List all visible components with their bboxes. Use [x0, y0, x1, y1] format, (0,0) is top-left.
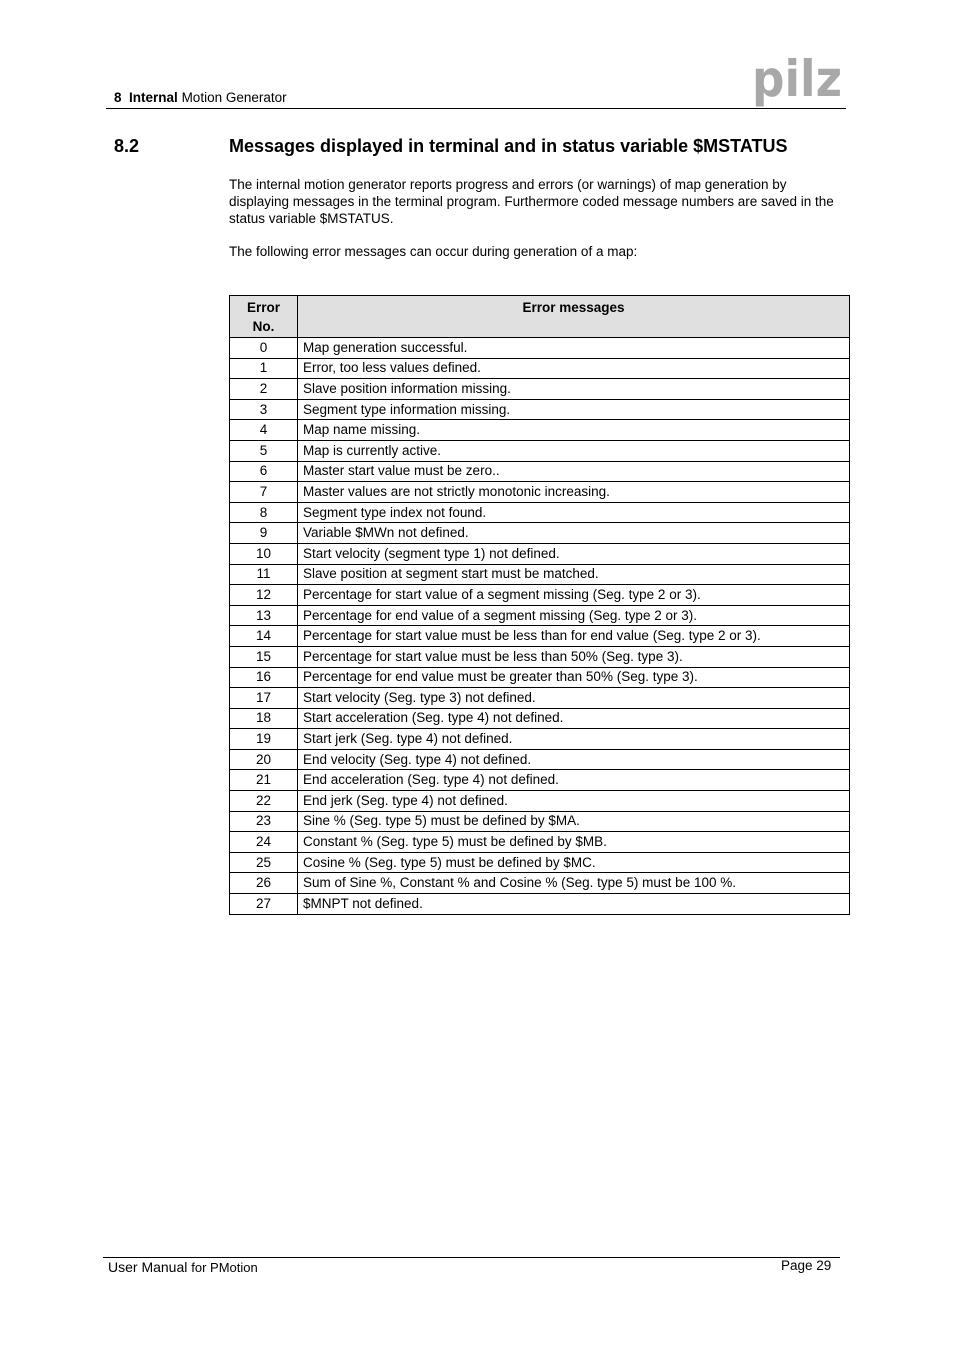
- error-number-cell: 14: [230, 626, 298, 647]
- error-number-cell: 27: [230, 894, 298, 915]
- error-message-cell: Start acceleration (Seg. type 4) not defined.: [298, 708, 850, 729]
- error-number-cell: 0: [230, 338, 298, 359]
- logo-wordmark: pilz: [752, 58, 842, 108]
- table-row: [230, 502, 850, 523]
- error-number-cell: 16: [230, 667, 298, 688]
- error-number-cell: 11: [230, 564, 298, 585]
- table-row: [230, 749, 850, 770]
- table-row: [230, 894, 850, 915]
- error-number-cell: 15: [230, 646, 298, 667]
- header-error-messages: Error messages: [298, 296, 850, 338]
- error-number-cell: 7: [230, 482, 298, 503]
- error-number-cell: 26: [230, 873, 298, 894]
- error-message-cell: Map generation successful.: [298, 338, 850, 359]
- error-message-cell: Master start value must be zero..: [298, 461, 850, 482]
- error-message-cell: End velocity (Seg. type 4) not defined.: [298, 749, 850, 770]
- table-row: [230, 729, 850, 750]
- error-message-cell: Segment type index not found.: [298, 502, 850, 523]
- pilz-logo: [752, 58, 846, 108]
- table-row: [230, 482, 850, 503]
- error-number-cell: 6: [230, 461, 298, 482]
- error-number-cell: 25: [230, 852, 298, 873]
- error-message-cell: Variable $MWn not defined.: [298, 523, 850, 544]
- error-message-cell: Sine % (Seg. type 5) must be defined by $MA.: [298, 811, 850, 832]
- table-row: [230, 440, 850, 461]
- table-row: [230, 667, 850, 688]
- error-number-cell: 3: [230, 399, 298, 420]
- manual-suffix: for PMotion: [191, 1260, 258, 1275]
- error-number-cell: 1: [230, 358, 298, 379]
- error-message-cell: Map is currently active.: [298, 440, 850, 461]
- chapter-title-rest: Motion Generator: [181, 90, 287, 105]
- table-row: [230, 832, 850, 853]
- table-row: [230, 399, 850, 420]
- table-row: [230, 564, 850, 585]
- header-error-no: [230, 296, 298, 338]
- error-message-cell: Percentage for start value of a segment missing (Seg. type 2 or 3).: [298, 585, 850, 606]
- error-message-cell: Cosine % (Seg. type 5) must be defined by $MC.: [298, 852, 850, 873]
- error-number-cell: 23: [230, 811, 298, 832]
- error-number-cell: 9: [230, 523, 298, 544]
- table-row: [230, 338, 850, 359]
- lead-paragraph: The following error messages can occur during generation of a map:: [229, 244, 638, 259]
- table-row: [230, 811, 850, 832]
- error-messages-table: [229, 295, 850, 915]
- error-message-cell: Slave position information missing.: [298, 379, 850, 400]
- table-row: [230, 379, 850, 400]
- error-number-cell: 10: [230, 543, 298, 564]
- header-error-no-label: Error No.: [246, 300, 280, 334]
- table-row: [230, 626, 850, 647]
- section-number: 8.2: [114, 136, 140, 156]
- table-row: [230, 543, 850, 564]
- error-message-cell: Map name missing.: [298, 420, 850, 441]
- error-number-cell: 8: [230, 502, 298, 523]
- error-number-cell: 17: [230, 688, 298, 709]
- error-number-cell: 12: [230, 585, 298, 606]
- error-number-cell: 19: [230, 729, 298, 750]
- table-row: [230, 605, 850, 626]
- error-number-cell: 5: [230, 440, 298, 461]
- table-row: [230, 420, 850, 441]
- intro-paragraph: The internal motion generator reports progress and errors (or warnings) of map generation by displaying messages in the terminal program. Furthermore coded message numbers are saved in the status variable $MSTATUS.: [229, 177, 834, 226]
- chapter-title-bold: Internal: [129, 90, 178, 105]
- error-message-cell: Constant % (Seg. type 5) must be defined by $MB.: [298, 832, 850, 853]
- error-message-cell: Error, too less values defined.: [298, 358, 850, 379]
- footer-manual-title: [108, 1259, 258, 1276]
- error-message-cell: Start jerk (Seg. type 4) not defined.: [298, 729, 850, 750]
- error-number-cell: 18: [230, 708, 298, 729]
- error-message-cell: End acceleration (Seg. type 4) not defined.: [298, 770, 850, 791]
- table-row: [230, 461, 850, 482]
- table-header-row: [230, 296, 850, 338]
- header-divider: [106, 108, 846, 109]
- error-message-cell: $MNPT not defined.: [298, 894, 850, 915]
- error-message-cell: End jerk (Seg. type 4) not defined.: [298, 791, 850, 812]
- error-number-cell: 24: [230, 832, 298, 853]
- error-message-cell: Sum of Sine %, Constant % and Cosine % (Seg. type 5) must be 100 %.: [298, 873, 850, 894]
- error-message-cell: Start velocity (segment type 1) not defined.: [298, 543, 850, 564]
- error-number-cell: 20: [230, 749, 298, 770]
- error-number-cell: 21: [230, 770, 298, 791]
- error-message-cell: Start velocity (Seg. type 3) not defined.: [298, 688, 850, 709]
- table-row: [230, 852, 850, 873]
- running-header: [114, 90, 287, 106]
- error-number-cell: 13: [230, 605, 298, 626]
- table-row: [230, 791, 850, 812]
- section-title: Messages displayed in terminal and in status variable $MSTATUS: [229, 136, 788, 156]
- table-row: [230, 688, 850, 709]
- error-number-cell: 4: [230, 420, 298, 441]
- table-row: [230, 708, 850, 729]
- footer-divider: [103, 1257, 840, 1258]
- table-body: [230, 338, 850, 915]
- table-row: [230, 873, 850, 894]
- error-message-cell: Percentage for start value must be less than for end value (Seg. type 2 or 3).: [298, 626, 850, 647]
- manual-title: User Manual: [108, 1259, 188, 1275]
- chapter-number: 8: [114, 90, 122, 105]
- error-message-cell: Master values are not strictly monotonic increasing.: [298, 482, 850, 503]
- table-row: [230, 646, 850, 667]
- error-message-cell: Percentage for end value of a segment missing (Seg. type 2 or 3).: [298, 605, 850, 626]
- error-message-cell: Percentage for start value must be less than 50% (Seg. type 3).: [298, 646, 850, 667]
- error-message-cell: Slave position at segment start must be matched.: [298, 564, 850, 585]
- table-row: [230, 358, 850, 379]
- table-row: [230, 770, 850, 791]
- page-number: Page 29: [781, 1258, 832, 1273]
- error-message-cell: Percentage for end value must be greater than 50% (Seg. type 3).: [298, 667, 850, 688]
- error-message-cell: Segment type information missing.: [298, 399, 850, 420]
- error-number-cell: 22: [230, 791, 298, 812]
- error-number-cell: 2: [230, 379, 298, 400]
- table-row: [230, 523, 850, 544]
- table-row: [230, 585, 850, 606]
